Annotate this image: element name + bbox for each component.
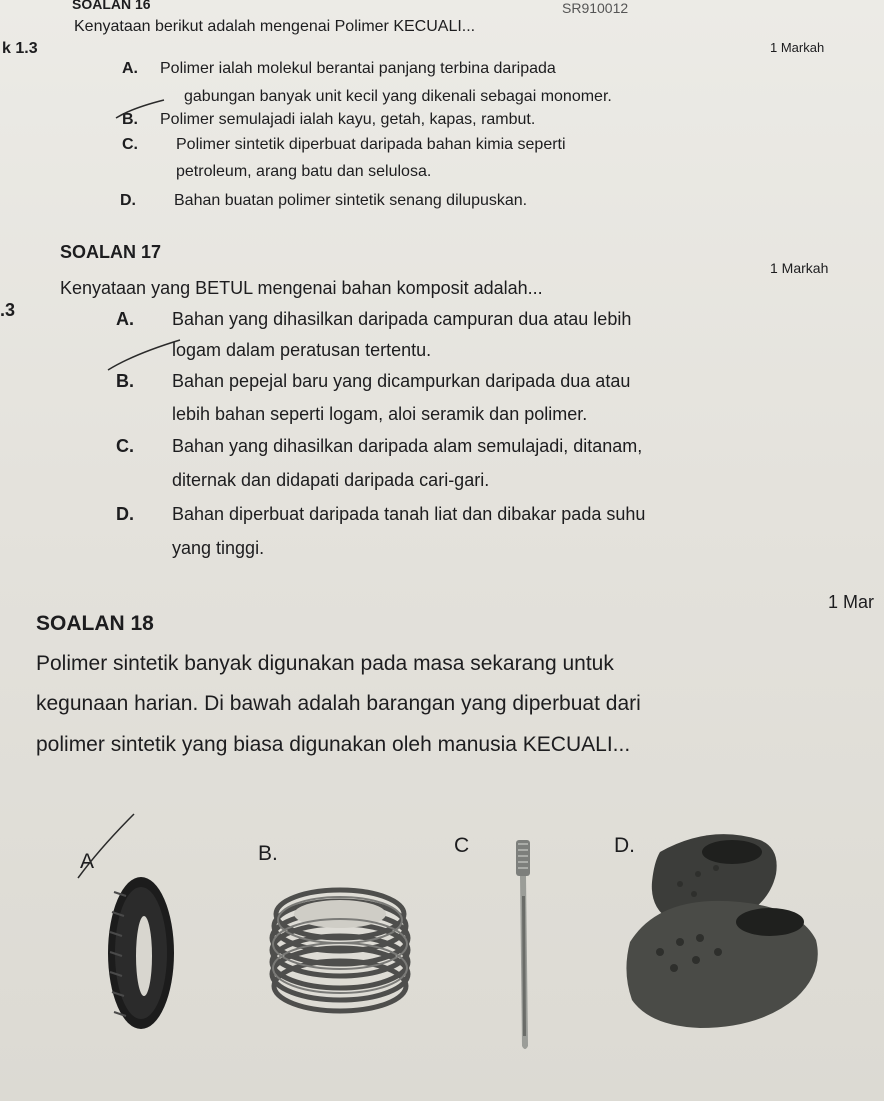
q18-stem-line: kegunaan harian. Di bawah adalah barangan yang diperbuat dari — [36, 692, 641, 715]
option-letter: C. — [116, 436, 134, 456]
option-text-line: Polimer sintetik diperbuat daripada bahan kimia seperti — [176, 136, 566, 153]
q17-header: SOALAN 17 — [60, 242, 162, 262]
option-text-line: Bahan diperbuat daripada tanah liat dan dibakar pada suhu — [172, 504, 646, 524]
q18-stem-line: polimer sintetik yang biasa digunakan oleh manusia KECUALI... — [36, 733, 631, 756]
option-letter: A. — [116, 309, 134, 329]
side-reference: .3 — [0, 300, 16, 320]
clogs-icon[interactable] — [620, 822, 824, 1036]
tick-mark-icon — [104, 336, 184, 376]
option-text-line: gabungan banyak unit kecil yang dikenali sebagai monomer. — [184, 88, 612, 105]
option-text-line: Polimer semulajadi ialah kayu, getah, kapas, rambut. — [160, 111, 536, 128]
option-text-line: lebih bahan seperti logam, aloi seramik dan polimer. — [172, 404, 588, 424]
tick-mark-icon — [110, 96, 170, 126]
q18-header: SOALAN 18 — [36, 612, 154, 635]
option-letter: D. — [116, 504, 134, 524]
document-code: SR910012 — [562, 0, 629, 16]
option-text-line: Bahan yang dihasilkan daripada alam semulajadi, ditanam, — [172, 436, 643, 456]
option-text-line: Bahan yang dihasilkan daripada campuran dua atau lebih — [172, 309, 632, 329]
choice-label-a[interactable]: A — [80, 850, 95, 873]
option-letter: B. — [122, 111, 138, 128]
option-letter: D. — [120, 192, 136, 209]
option-text-line: Bahan buatan polimer sintetik senang dilupuskan. — [174, 192, 528, 209]
option-text-line: Polimer ialah molekul berantai panjang terbina daripada — [160, 60, 556, 77]
option-text-line: logam dalam peratusan tertentu. — [172, 340, 432, 360]
q18-marks: 1 Mar — [828, 592, 875, 612]
q17-stem: Kenyataan yang BETUL mengenai bahan komposit adalah... — [60, 278, 543, 298]
option-letter: A. — [122, 60, 138, 77]
toothbrush-icon[interactable] — [504, 836, 544, 1054]
q16-stem: Kenyataan berikut adalah mengenai Polimer KECUALI... — [74, 18, 476, 35]
q16-marks: 1 Markah — [770, 40, 825, 55]
choice-label-b[interactable]: B. — [258, 842, 278, 865]
option-letter: C. — [122, 136, 138, 153]
q16-header: SOALAN 16 — [72, 0, 151, 12]
option-text-line: yang tinggi. — [172, 538, 265, 558]
coiled-hose-icon[interactable] — [264, 884, 416, 1024]
tire-icon[interactable] — [104, 872, 178, 1034]
option-text-line: diternak dan didapati daripada cari-gari. — [172, 470, 490, 490]
option-letter: B. — [116, 371, 134, 391]
choice-label-c[interactable]: C — [454, 834, 470, 857]
q17-marks: 1 Markah — [770, 260, 829, 276]
option-text-line: petroleum, arang batu dan selulosa. — [176, 163, 432, 180]
choice-label-d[interactable]: D. — [614, 834, 635, 857]
option-text-line: Bahan pepejal baru yang dicampurkan daripada dua atau — [172, 371, 631, 391]
side-reference: k 1.3 — [2, 40, 38, 57]
q18-stem-line: Polimer sintetik banyak digunakan pada masa sekarang untuk — [36, 652, 614, 675]
